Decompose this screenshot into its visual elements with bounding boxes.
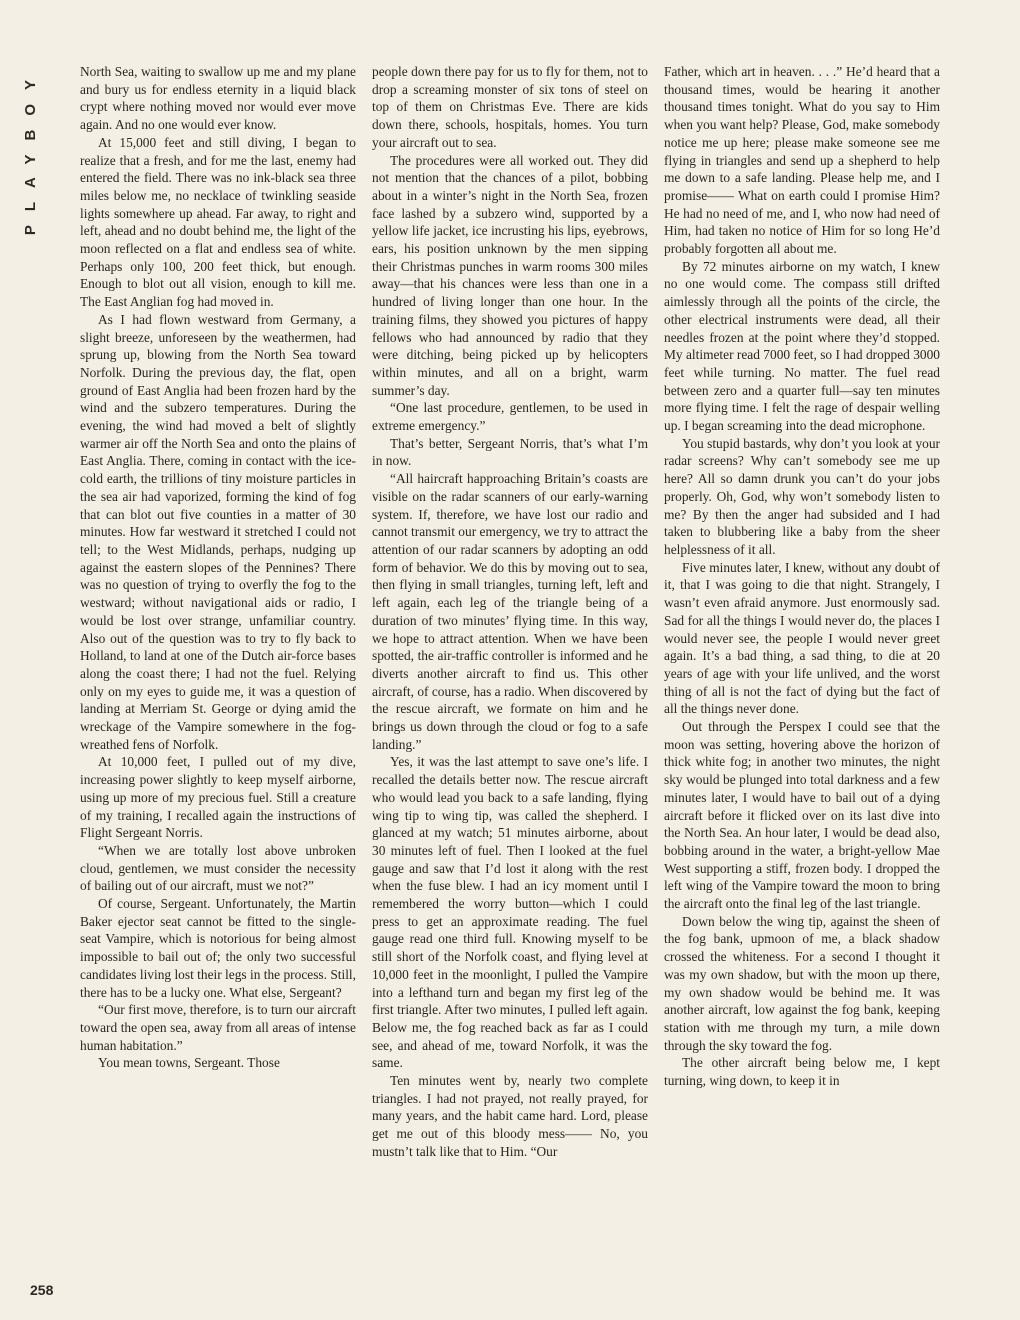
paragraph: Five minutes later, I knew, without any doubt of it, that I was going to die that night. Strangely, I wasn’t even afraid anymore. Just enormously sad. Sad for all the things I would never do, the places I would never see, the people I would never greet again. It’s a bad thing, a sad thing, to die at 20 years of age with your life unlived, and the worst thing of all is not the fact of dying but the fact of all the things never done. bbox=[664, 559, 940, 717]
paragraph: “Our first move, therefore, is to turn our aircraft toward the open sea, away from all areas of intense human habitation.” bbox=[80, 1002, 356, 1053]
paragraph: By 72 minutes airborne on my watch, I knew no one would come. The compass still drifted aimlessly through all the points of the circle, the other electrical instruments were dead, all their needles frozen at the point where they’d stopped. My altimeter read 7000 feet, so I had dropped 3000 feet while turning. No matter. The fuel read between zero and a quarter full—say ten minutes more flying time. I felt the rage of despair welling up. I began screaming into the dead microphone. bbox=[664, 258, 940, 434]
paragraph: Father, which art in heaven. . . .” He’d heard that a thousand times, would be hearing it another thousand times tonight. What do you say to Him when you want help? Please, God, make somebody notice me up here; please make someone see me flying in triangles and send up a shepherd to help me down to a safe landing. Please help me, and I promise—— What on earth could I promise Him? He had no need of me, and I, who now had need of Him, had taken no notice of Him for so long He’d probably forgotten all about me. bbox=[664, 64, 940, 257]
masthead bbox=[22, 66, 62, 366]
paragraph: Out through the Perspex I could see that the moon was setting, hovering above the horizon of thick white fog; in another two minutes, the night sky would be plunged into total darkness and a few minutes later, I would have to bail out of a dying aircraft before it flicked over on its last dive into the North Sea. An hour later, I would be dead also, bobbing around in the water, a bright-yellow Mae West supporting a stiff, frozen body. I dropped the left wing of the Vampire toward the moon to bring the aircraft onto the final leg of the last triangle. bbox=[664, 719, 940, 912]
paragraph: Yes, it was the last attempt to save one’s life. I recalled the details better now. The rescue aircraft who would lead you back to a safe landing, flying wing tip to wing tip, was called the shepherd. I glanced at my watch; 51 minutes airborne, about 30 minutes left of fuel. Then I looked at the fuel gauge and saw that I’d lost it along with the rest when the fuse blew. I had an icy moment until I remembered the worry button—which I could press to get an approximate reading. The fuel gauge read one third full. Knowing myself to be still short of the Norfolk coast, and flying level at 10,000 feet in the moonlight, I pulled the Vampire into a lefthand turn and began my first leg of the first triangle. After two minutes, I pulled left again. Below me, the fog reached back as far as I could see, and ahead of me, toward Norfolk, it was the same. bbox=[372, 754, 648, 1071]
paragraph: At 15,000 feet and still diving, I began to realize that a fresh, and for me the last, enemy had entered the field. There was no ink-black sea three miles below me, no necklace of twinkling seaside lights somewhere up ahead. Far away, to right and left, ahead and no doubt behind me, the light of the moon reflected on a flat and endless sea of white. Perhaps only 100, 200 feet thick, but enough. Enough to blot out all vision, enough to kill me. The East Anglian fog had moved in. bbox=[80, 134, 356, 310]
text-column-1 bbox=[80, 63, 356, 1072]
paragraph: At 10,000 feet, I pulled out of my dive, increasing power slightly to keep myself airborne, using up more of my precious fuel. Still a creature of my training, I recalled again the instructions of Flight Sergeant Norris. bbox=[80, 754, 356, 841]
paragraph: Ten minutes went by, nearly two complete triangles. I had not prayed, not really prayed, for many years, and the habit came hard. Lord, please get me out of this bloody mess—— No, you mustn’t talk like that to Him. “Our bbox=[372, 1073, 648, 1159]
paragraph: The other aircraft being below me, I kept turning, wing down, to keep it in bbox=[664, 1055, 940, 1089]
paragraph: Down below the wing tip, against the sheen of the fog bank, upmoon of me, a black shadow crossed the whiteness. For a second I thought it was my own shadow, but with the moon up there, my own shadow would be behind me. It was another aircraft, low against the fog bank, keeping station with me through my turn, a mile down through the sky toward the fog. bbox=[664, 913, 940, 1053]
paragraph: North Sea, waiting to swallow up me and my plane and bury us for endless eternity in a liquid black crypt where nothing moved nor would ever move again. And no one would ever know. bbox=[80, 64, 356, 133]
page-number: 258 bbox=[30, 1282, 54, 1298]
paragraph: As I had flown westward from Germany, a slight breeze, unforeseen by the weathermen, had sprung up, blowing from the North Sea toward Norfolk. During the previous day, the flat, open ground of East Anglia had been frozen hard by the wind and the subzero temperatures. During the evening, the wind had moved a belt of slightly warmer air off the North Sea and onto the plains of East Anglia. There, coming in contact with the ice-cold earth, the trillions of tiny moisture particles in the sea air had vaporized, forming the kind of fog that can blot out five counties in a matter of 30 minutes. How far westward it stretched I could not tell; to the West Midlands, perhaps, nudging up against the eastern slopes of the Pennines? There was no question of trying to overfly the fog to the westward; without navigational aids or radio, I would be lost over strange, unfamiliar country. Also out of the question was to try to fly back to Holland, to land at one of the Dutch air-force bases along the coast there; I had not the fuel. Relying only on my eyes to guide me, it was a question of landing at Merriam St. George or dying amid the wreckage of the Vampire somewhere in the fog-wreathed fens of Norfolk. bbox=[80, 311, 356, 752]
masthead-text: PLAYBOY bbox=[22, 66, 39, 236]
paragraph: “All haircraft happroaching Britain’s coasts are visible on the radar scanners of our early-warning system. If, therefore, we have lost our radio and cannot transmit our emergency, we try to attract the attention of our radar scanners by adopting an odd form of behavior. We do this by moving out to sea, then flying in small triangles, turning left, left and left again, each leg of the triangle being of a duration of two minutes’ flying time. In this way, we hope to attract attention. When we have been spotted, the air-traffic controller is informed and he diverts another aircraft to find us. This other aircraft, of course, has a radio. When discovered by the rescue aircraft, we formate on him and he brings us down through the cloud or fog to a safe landing.” bbox=[372, 471, 649, 752]
paragraph: You mean towns, Sergeant. Those bbox=[98, 1055, 280, 1071]
paragraph: You stupid bastards, why don’t you look at your radar screens? Why can’t somebody see me up here? All so damn drunk you can’t do your jobs properly. Oh, God, why won’t somebody listen to me? By then the anger had subsided and I had taken to blubbering like a baby from the sheer helplessness of it all. bbox=[664, 435, 940, 557]
paragraph: people down there pay for us to fly for them, not to drop a screaming monster of six tons of steel on top of them on Christmas Eve. There are kids down there, schools, hospitals, homes. You turn your aircraft out to sea. bbox=[372, 64, 648, 150]
paragraph: The procedures were all worked out. They did not mention that the chances of a pilot, bobbing about in a winter’s night in the North Sea, frozen face lashed by a subzero wind, supported by a yellow life jacket, ice incrusting his lips, eyebrows, ears, his position unknown by the men sipping their Christmas punches in warm rooms 300 miles away—that his chances were less than one in a hundred of living longer than one hour. In the training films, they showed you pictures of happy fellows who had announced by radio that they were ditching, being picked up by helicopters within minutes, and all on a bright, warm summer’s day. bbox=[372, 152, 648, 398]
text-column-3 bbox=[664, 63, 940, 1090]
text-column-2 bbox=[372, 63, 648, 1161]
paragraph: That’s better, Sergeant Norris, that’s what I’m in now. bbox=[372, 435, 648, 469]
paragraph: Of course, Sergeant. Unfortunately, the Martin Baker ejector seat cannot be fitted to the single-seat Vampire, which is notorious for being almost impossible to bail out of; the only two successful candidates living lost their legs in the process. Still, there has to be a lucky one. What else, Sergeant? bbox=[80, 896, 356, 1000]
paragraph: “One last procedure, gentlemen, to be used in extreme emergency.” bbox=[372, 400, 648, 434]
paragraph: “When we are totally lost above unbroken cloud, gentlemen, we must consider the necessity of bailing out of our aircraft, must we not?” bbox=[80, 842, 356, 894]
